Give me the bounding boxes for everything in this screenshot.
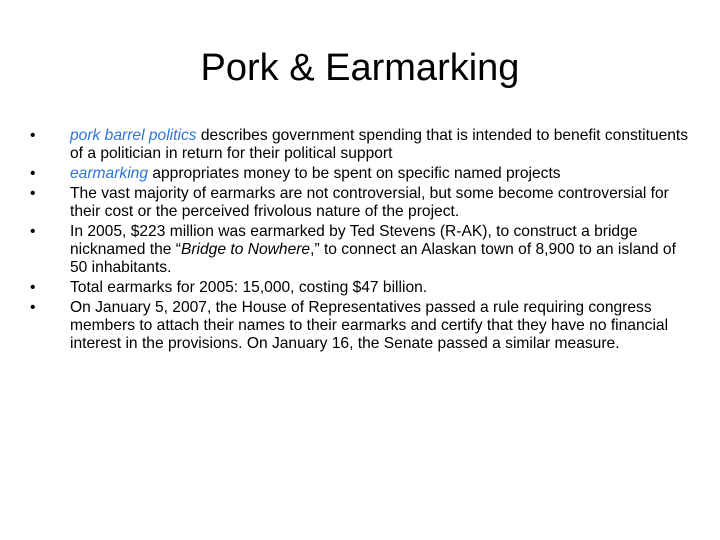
- bullet-list: [30, 127, 690, 355]
- bullet-item-house-rule: [30, 299, 690, 353]
- bullet-item-bridge-to-nowhere: [30, 223, 690, 277]
- bullet-text: The vast majority of earmarks are not controversial, but some become controversial for their cost or the perceived frivolous nature of the project.: [70, 185, 669, 220]
- bullet-icon: •: [30, 299, 36, 316]
- bullet-icon: •: [30, 279, 36, 296]
- bullet-icon: •: [30, 165, 36, 182]
- bullet-text: ,” to connect an Alaskan town of 8,900 to an island of 50 inhabitants.: [70, 241, 676, 276]
- bullet-text: On January 5, 2007, the House of Representatives passed a rule requiring congress members to attach their names to their earmarks and certify that they have no financial interest in the provisions. On January 16, the Senate passed a similar measure.: [70, 299, 669, 352]
- bullet-icon: •: [30, 185, 36, 202]
- bullet-icon: •: [30, 223, 36, 240]
- bullet-icon: •: [30, 127, 36, 144]
- bullet-text: appropriates money to be spent on specific named projects: [148, 165, 561, 182]
- bullet-item-earmarking: [30, 165, 690, 183]
- bullet-item-pork-barrel: [30, 127, 690, 163]
- bullet-text: In 2005, $223 million was earmarked by Ted Stevens (R-AK), to construct a bridge nicknamed the “: [70, 223, 638, 258]
- bullet-item-controversial: [30, 185, 690, 221]
- term-earmarking: earmarking: [70, 165, 148, 182]
- bullet-text: describes government spending that is intended to benefit constituents of a politician in return for their political support: [70, 127, 689, 162]
- term-pork-barrel-politics: pork barrel politics: [70, 127, 197, 144]
- bridge-to-nowhere-emphasis: Bridge to Nowhere: [180, 241, 311, 258]
- bullet-item-total-earmarks: [30, 279, 690, 297]
- bullet-text: Total earmarks for 2005: 15,000, costing $47 billion.: [70, 279, 428, 296]
- slide-title: Pork & Earmarking: [200, 47, 520, 89]
